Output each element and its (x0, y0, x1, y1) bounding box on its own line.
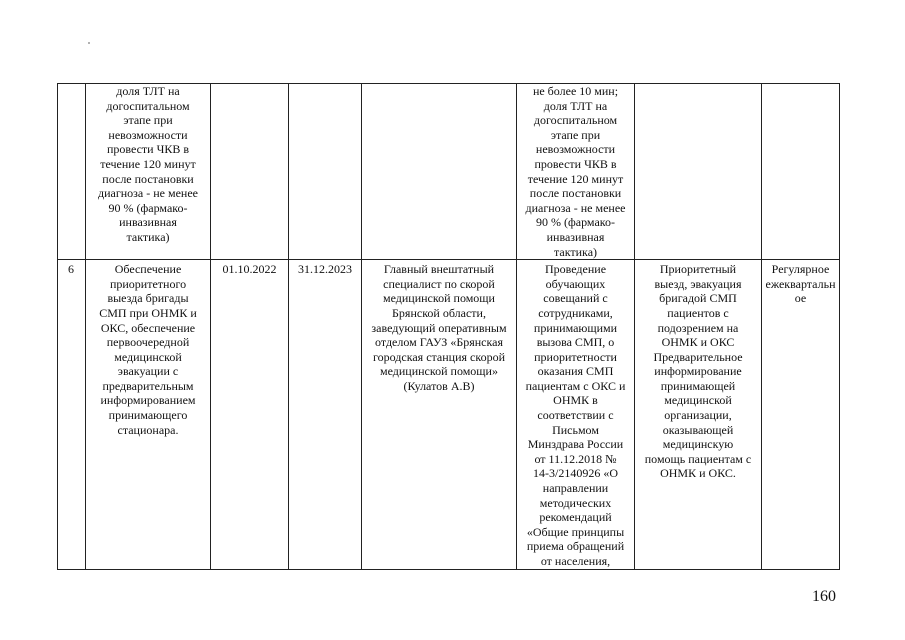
responsible-cell (362, 84, 517, 260)
event-text: Обеспечение приоритетного выезда бригады СМП при ОНМК и ОКС, обеспечение первоочередной медицинской эвакуации с предварительным информированием принимающего стационара. (99, 262, 197, 437)
event-text: доля ТЛТ на догоспитальном этапе при невозможности провести ЧКВ в течение 120 минут после постановки диагноза - не менее 90 % (фармако- инвазивная тактика) (97, 84, 198, 244)
table-row (58, 84, 840, 260)
row-number-cell (58, 260, 86, 569)
responsible-text: Главный внештатный специалист по скорой медицинской помощи Брянской области, заведующий оперативным отделом ГАУЗ «Брянская городская станция скорой медицинской помощи» (Кулатов А.В) (371, 262, 507, 393)
start-date-cell (211, 84, 289, 260)
result-cell (635, 260, 762, 569)
responsible-cell (362, 260, 517, 569)
start-date: 01.10.2022 (222, 262, 277, 277)
frequency-cell (762, 260, 840, 569)
indicator-text: Проведение обучающих совещаний с сотрудниками, принимающими вызова СМП, о приоритетности оказания СМП пациентам с ОКС и ОНМК в соответствии с Письмом Минздрава России от 11.12.2018 № 14-3/2140926 «О направлении методических рекомендаций «Общие принципы приема обращений от населения, (525, 262, 626, 568)
row-number-cell (58, 84, 86, 260)
end-date-cell (289, 84, 362, 260)
result-text: Приоритетный выезд, эвакуация бригадой СМП пациентов с подозрением на ОНМК и ОКС Предварительное информирование принимающей медицинской организации, оказывающей медицинскую помощь пациентам с ОНМК и ОКС. (644, 262, 752, 481)
indicator-text: не более 10 мин; доля ТЛТ на догоспитальном этапе при невозможности провести ЧКВ в течение 120 минут после постановки диагноза - не менее 90 % (фармако- инвазивная тактика) (525, 84, 626, 259)
indicator-cell (517, 260, 635, 569)
event-cell (86, 260, 211, 569)
row-number: 6 (68, 262, 74, 277)
indicator-cell (517, 84, 635, 260)
scan-speck (88, 42, 90, 44)
end-date: 31.12.2023 (298, 262, 352, 277)
result-cell (635, 84, 762, 260)
event-cell (86, 84, 211, 260)
table-row (58, 260, 840, 569)
page-number: 160 (812, 588, 836, 605)
frequency-cell (762, 84, 840, 260)
frequency-text: Регулярное ежеквартальн ое (765, 262, 836, 306)
start-date-cell (211, 260, 289, 569)
action-plan-table (57, 83, 840, 570)
end-date-cell (289, 260, 362, 569)
